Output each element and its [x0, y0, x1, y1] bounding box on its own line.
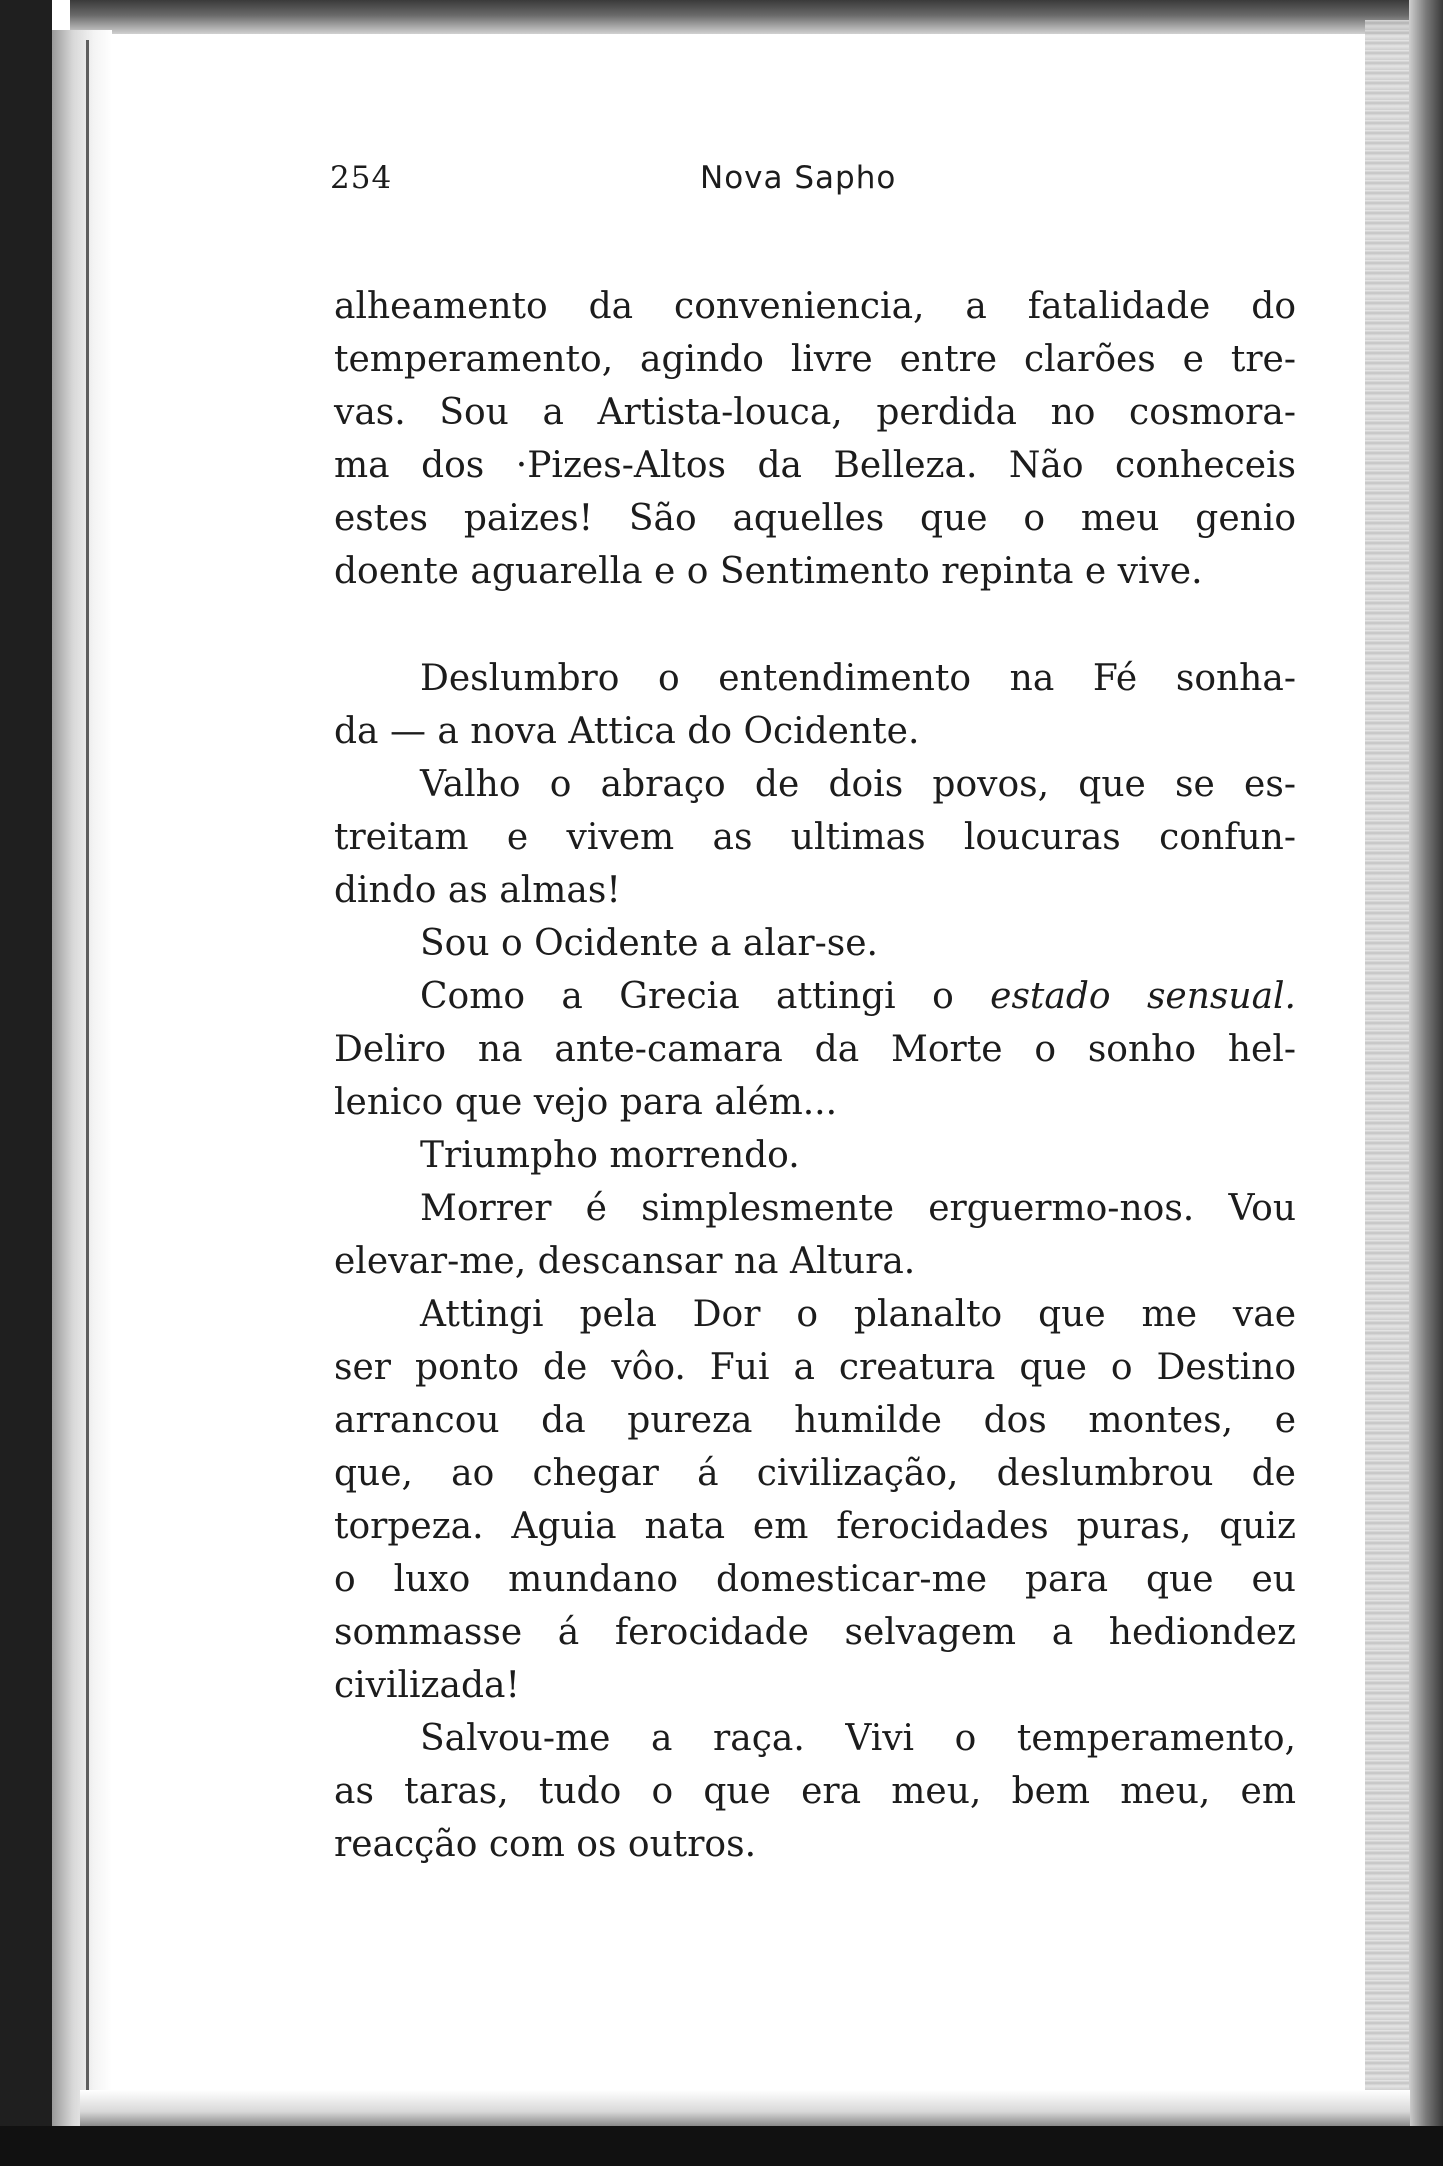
text-line: Salvou-me a raça. Vivi o temperamento,: [420, 1718, 1296, 1759]
paragraph-gap: [334, 598, 1296, 652]
text-line: temperamento, agindo livre entre clarões e tre-: [334, 339, 1296, 380]
text-line: sommasse á ferocidade selvagem a hediondez: [334, 1612, 1296, 1653]
text-line: civilizada!: [334, 1665, 520, 1706]
text-line: vas. Sou a Artista-louca, perdida no cosmora-: [334, 392, 1296, 433]
text-line: estes paizes! São aquelles que o meu genio: [334, 498, 1296, 539]
scan-right-page-stack: [1365, 20, 1409, 2140]
text-line: Deslumbro o entendimento na Fé sonha-: [420, 658, 1296, 699]
body-text: [334, 280, 1296, 1871]
scan-bottom-edge: [0, 2126, 1443, 2166]
page-number: 254: [330, 160, 393, 196]
text-line: [334, 970, 1296, 1023]
text-line: Morrer é simplesmente erguermo-nos. Vou: [420, 1188, 1296, 1229]
scan-left-edge: [0, 0, 52, 2166]
scan-bottom-shadow: [80, 2090, 1410, 2126]
text-line: que, ao chegar á civilização, deslumbrou de: [334, 1453, 1296, 1494]
scan-top-edge: [70, 0, 1443, 34]
scan-left-shadow: [52, 30, 112, 2130]
text-line: da — a nova Attica do Ocidente.: [334, 711, 920, 752]
text-line: Attingi pela Dor o planalto que me vae: [420, 1294, 1296, 1335]
text-line: arrancou da pureza humilde dos montes, e: [334, 1400, 1296, 1441]
text-line: Valho o abraço de dois povos, que se es-: [420, 764, 1296, 805]
text-line: doente aguarella e o Sentimento repinta e vive.: [334, 551, 1203, 592]
text-line: torpeza. Aguia nata em ferocidades puras, quiz: [334, 1506, 1296, 1547]
text-line: Sou o Ocidente a alar-se.: [420, 923, 878, 964]
text-line: alheamento da conveniencia, a fatalidade do: [334, 286, 1296, 327]
text-line: as taras, tudo o que era meu, bem meu, em: [334, 1771, 1296, 1812]
scan-left-binding-line: [86, 40, 89, 2100]
text-line: dindo as almas!: [334, 870, 621, 911]
text-line: Triumpho morrendo.: [420, 1135, 800, 1176]
scan-right-edge: [1409, 0, 1443, 2166]
text-line: ser ponto de vôo. Fui a creatura que o Destino: [334, 1347, 1296, 1388]
running-title: Nova Sapho: [700, 160, 897, 196]
text-line: elevar-me, descansar na Altura.: [334, 1241, 916, 1282]
text-line: treitam e vivem as ultimas loucuras confun-: [334, 817, 1296, 858]
text-line: o luxo mundano domesticar-me para que eu: [334, 1559, 1296, 1600]
italic-text-run: estado sensual.: [990, 976, 1296, 1017]
page-header: [330, 160, 1290, 200]
text-line: Deliro na ante-camara da Morte o sonho hel-: [334, 1029, 1296, 1070]
text-line: lenico que vejo para além...: [334, 1082, 838, 1123]
text-line: ma dos ·Pizes-Altos da Belleza. Não conheceis: [334, 445, 1296, 486]
text-run: Como a Grecia attingi o: [420, 976, 954, 1017]
text-line: reacção com os outros.: [334, 1824, 757, 1865]
